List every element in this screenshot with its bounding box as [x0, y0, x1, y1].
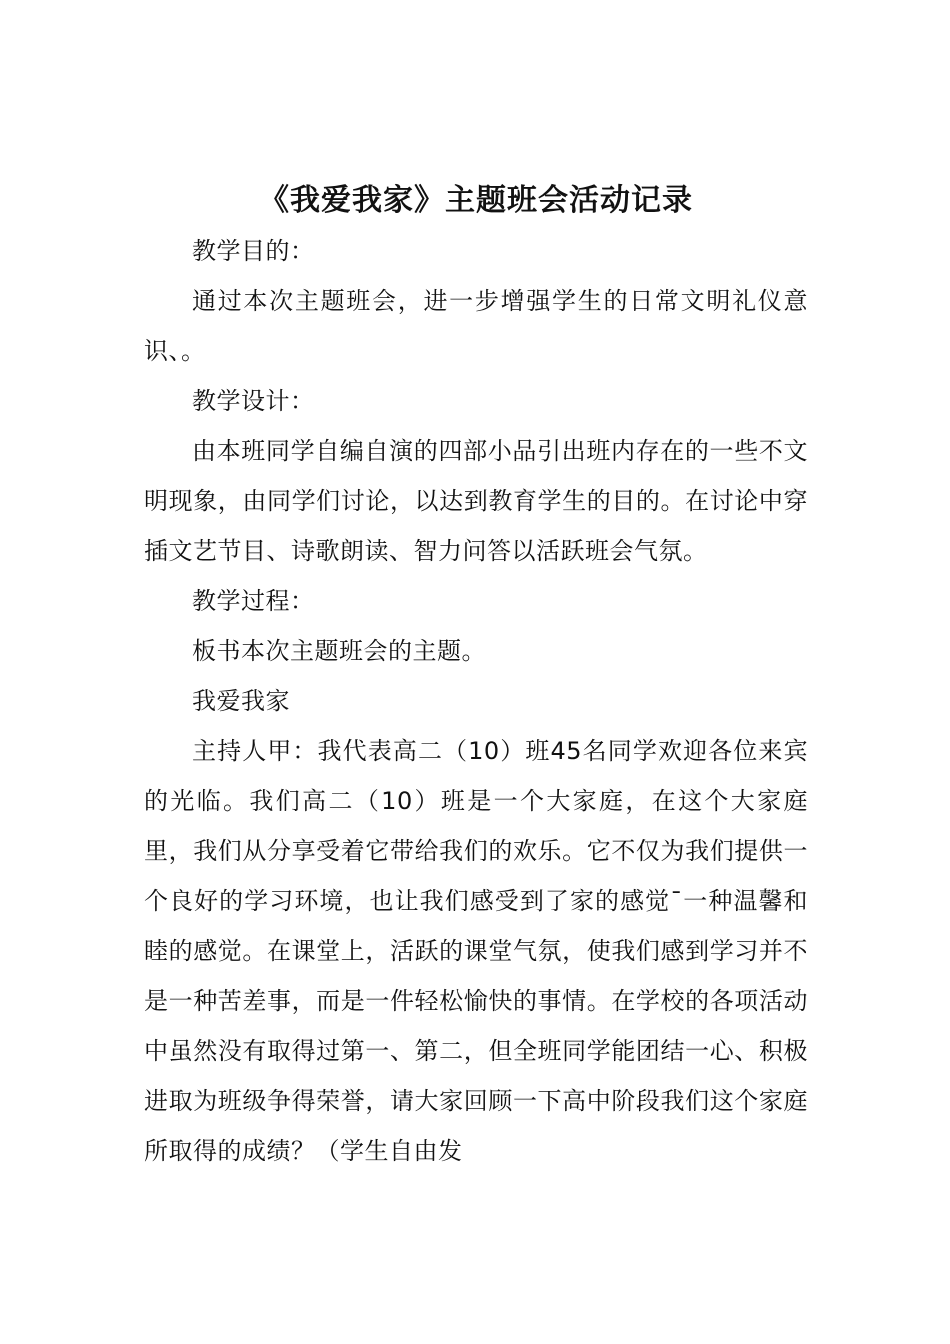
- paragraph-process-heading: 教学过程：: [192, 587, 315, 615]
- paragraph-design-heading: 教学设计：: [192, 387, 315, 415]
- paragraph-theme: 我爱我家: [192, 687, 290, 715]
- document-title: 《我爱我家》主题班会活动记录: [259, 183, 693, 218]
- paragraph-design: 由本班同学自编自演的四部小品引出班内存在的一些不文明现象，由同学们讨论，以达到教育学生的目的。在讨论中穿插文艺节目、诗歌朗读、智力问答以活跃班会气氛。: [144, 437, 808, 565]
- paragraph-objective: 通过本次主题班会，进一步增强学生的日常文明礼仪意识、。: [144, 287, 808, 365]
- paragraph-blackboard: 板书本次主题班会的主题。: [192, 637, 486, 665]
- paragraph-objective-heading: 教学目的：: [192, 237, 315, 265]
- document-body: [144, 176, 808, 1176]
- paragraph-host-speech: 主持人甲：我代表高二（10）班45名同学欢迎各位来宾的光临。我们高二（10）班是一个大家庭，在这个大家庭里，我们从分享受着它带给我们的欢乐。它不仅为我们提供一个良好的学习环境，也让我们感受到了家的感觉¯一种温馨和睦的感觉。在课堂上，活跃的课堂气氛，使我们感到学习并不是一种苦差事，而是一件轻松愉快的事情。在学校的各项活动中虽然没有取得过第一、第二，但全班同学能团结一心、积极进取为班级争得荣誉，请大家回顾一下高中阶段我们这个家庭所取得的成绩？（学生自由发: [144, 737, 808, 1165]
